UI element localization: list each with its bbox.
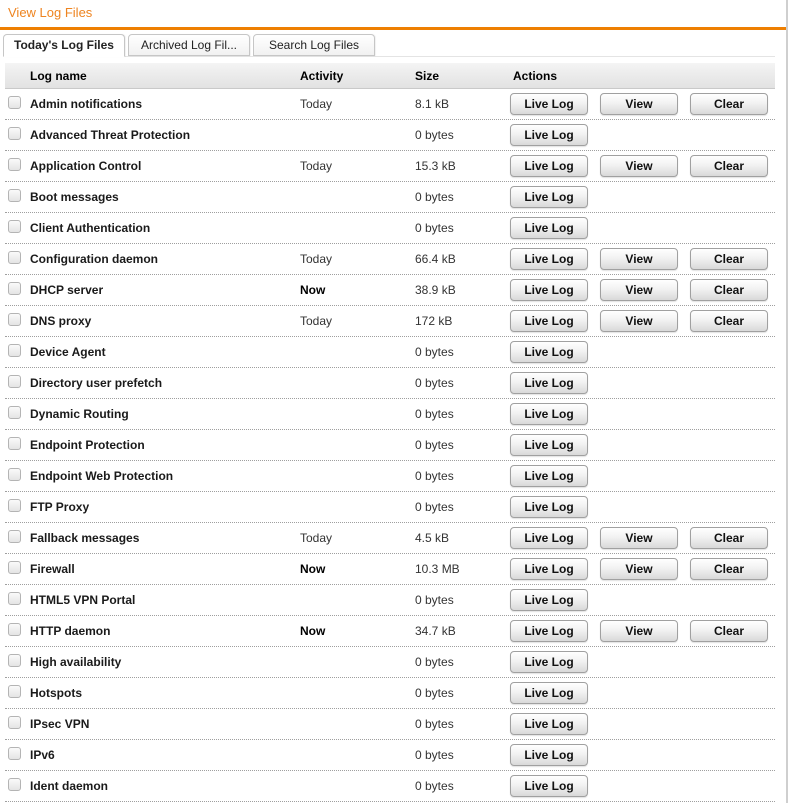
size-cell: 0 bytes (415, 438, 454, 452)
checkbox-cell (5, 623, 30, 639)
actions-cell (510, 558, 780, 580)
live-log-button[interactable]: Live Log (510, 651, 588, 673)
log-files-tabstrip (3, 34, 775, 57)
row-checkbox[interactable] (8, 468, 21, 481)
view-button[interactable]: View (600, 527, 678, 549)
log-name: HTTP daemon (30, 624, 111, 638)
log-name: Directory user prefetch (30, 376, 163, 390)
actions-cell (510, 434, 775, 456)
checkbox-cell (5, 375, 30, 391)
checkbox-cell (5, 654, 30, 670)
header-activity: Activity (300, 68, 344, 83)
log-name: Hotspots (30, 686, 82, 700)
log-name: High availability (30, 655, 122, 669)
size-cell: 0 bytes (415, 469, 454, 483)
log-name: Configuration daemon (30, 252, 158, 266)
tab-todays-log-files[interactable]: Today's Log Files (3, 34, 125, 57)
view-button[interactable]: View (600, 155, 678, 177)
checkbox-cell (5, 499, 30, 515)
row-checkbox[interactable] (8, 592, 21, 605)
table-row (5, 740, 775, 771)
activity-cell: Today (300, 314, 333, 328)
activity-cell: Today (300, 97, 333, 111)
live-log-button[interactable]: Live Log (510, 403, 588, 425)
size-cell: 0 bytes (415, 376, 454, 390)
size-cell: 10.3 MB (415, 562, 460, 576)
size-cell: 0 bytes (415, 717, 454, 731)
live-log-button[interactable]: Live Log (510, 496, 588, 518)
size-cell: 38.9 kB (415, 283, 456, 297)
row-checkbox[interactable] (8, 375, 21, 388)
table-row (5, 771, 775, 802)
table-row (5, 306, 775, 337)
view-button[interactable]: View (600, 279, 678, 301)
log-name: IPv6 (30, 748, 55, 762)
table-row (5, 399, 775, 430)
activity-cell: Now (300, 283, 326, 297)
live-log-button[interactable]: Live Log (510, 558, 588, 580)
table-row (5, 647, 775, 678)
table-row (5, 89, 775, 120)
row-checkbox[interactable] (8, 654, 21, 667)
row-checkbox[interactable] (8, 530, 21, 543)
log-name: HTML5 VPN Portal (30, 593, 136, 607)
checkbox-cell (5, 716, 30, 732)
table-row (5, 213, 775, 244)
actions-cell (510, 155, 780, 177)
checkbox-cell (5, 220, 30, 236)
actions-cell (510, 217, 775, 239)
actions-cell (510, 124, 775, 146)
table-body (5, 89, 775, 802)
clear-button[interactable]: Clear (690, 310, 768, 332)
row-checkbox[interactable] (8, 716, 21, 729)
view-button[interactable]: View (600, 93, 678, 115)
row-checkbox[interactable] (8, 127, 21, 140)
checkbox-cell (5, 96, 30, 112)
live-log-button[interactable]: Live Log (510, 589, 588, 611)
checkbox-cell (5, 561, 30, 577)
log-name: DHCP server (30, 283, 104, 297)
live-log-button[interactable]: Live Log (510, 527, 588, 549)
table-row (5, 151, 775, 182)
clear-button[interactable]: Clear (690, 248, 768, 270)
activity-cell: Today (300, 531, 333, 545)
clear-button[interactable]: Clear (690, 155, 768, 177)
row-checkbox[interactable] (8, 158, 21, 171)
live-log-button[interactable]: Live Log (510, 465, 588, 487)
live-log-button[interactable]: Live Log (510, 217, 588, 239)
header-log-name: Log name (30, 68, 87, 83)
table-row (5, 337, 775, 368)
row-checkbox[interactable] (8, 220, 21, 233)
live-log-button[interactable]: Live Log (510, 744, 588, 766)
row-checkbox[interactable] (8, 189, 21, 202)
activity-cell: Now (300, 624, 326, 638)
row-checkbox[interactable] (8, 623, 21, 636)
row-checkbox[interactable] (8, 344, 21, 357)
checkbox-cell (5, 747, 30, 763)
view-button[interactable]: View (600, 620, 678, 642)
live-log-button[interactable]: Live Log (510, 341, 588, 363)
actions-cell (510, 620, 780, 642)
actions-cell (510, 248, 780, 270)
log-name: Application Control (30, 159, 142, 173)
clear-button[interactable]: Clear (690, 527, 768, 549)
tab-archived-log-files[interactable]: Archived Log Fil... (128, 34, 250, 56)
checkbox-cell (5, 685, 30, 701)
row-checkbox[interactable] (8, 561, 21, 574)
live-log-button[interactable]: Live Log (510, 434, 588, 456)
table-row (5, 492, 775, 523)
live-log-button[interactable]: Live Log (510, 248, 588, 270)
checkbox-cell (5, 313, 30, 329)
checkbox-cell (5, 530, 30, 546)
view-button[interactable]: View (600, 558, 678, 580)
row-checkbox[interactable] (8, 747, 21, 760)
table-row (5, 585, 775, 616)
page-title: View Log Files (8, 5, 93, 20)
table-row (5, 182, 775, 213)
right-edge-divider (786, 0, 788, 803)
table-row (5, 430, 775, 461)
actions-cell (510, 93, 780, 115)
log-name: Dynamic Routing (30, 407, 129, 421)
log-name: FTP Proxy (30, 500, 90, 514)
table-row (5, 368, 775, 399)
row-checkbox[interactable] (8, 778, 21, 791)
table-header-row (5, 63, 775, 89)
actions-cell (510, 372, 775, 394)
row-checkbox[interactable] (8, 96, 21, 109)
live-log-button[interactable]: Live Log (510, 186, 588, 208)
size-cell: 34.7 kB (415, 624, 456, 638)
actions-cell (510, 465, 775, 487)
tab-search-log-files[interactable]: Search Log Files (253, 34, 375, 56)
clear-button[interactable]: Clear (690, 558, 768, 580)
size-cell: 0 bytes (415, 407, 454, 421)
log-name: Firewall (30, 562, 75, 576)
actions-cell (510, 403, 775, 425)
table-row (5, 678, 775, 709)
actions-cell (510, 775, 775, 797)
header-actions: Actions (513, 68, 558, 83)
checkbox-cell (5, 158, 30, 174)
activity-cell: Today (300, 252, 333, 266)
log-files-table (5, 63, 775, 802)
live-log-button[interactable]: Live Log (510, 775, 588, 797)
actions-cell (510, 186, 775, 208)
log-name: Device Agent (30, 345, 106, 359)
size-cell: 0 bytes (415, 500, 454, 514)
table-row (5, 709, 775, 740)
activity-cell: Now (300, 562, 326, 576)
live-log-button[interactable]: Live Log (510, 155, 588, 177)
view-button[interactable]: View (600, 310, 678, 332)
row-checkbox[interactable] (8, 251, 21, 264)
row-checkbox[interactable] (8, 499, 21, 512)
log-name: IPsec VPN (30, 717, 90, 731)
table-row (5, 244, 775, 275)
size-cell: 66.4 kB (415, 252, 456, 266)
live-log-button[interactable]: Live Log (510, 620, 588, 642)
actions-cell (510, 341, 775, 363)
live-log-button[interactable]: Live Log (510, 124, 588, 146)
actions-cell (510, 527, 780, 549)
size-cell: 4.5 kB (415, 531, 450, 545)
actions-cell (510, 744, 775, 766)
size-cell: 172 kB (415, 314, 453, 328)
size-cell: 0 bytes (415, 686, 454, 700)
size-cell: 0 bytes (415, 748, 454, 762)
clear-button[interactable]: Clear (690, 620, 768, 642)
checkbox-cell (5, 592, 30, 608)
table-row (5, 616, 775, 647)
title-underline (0, 27, 786, 30)
checkbox-cell (5, 127, 30, 143)
size-cell: 8.1 kB (415, 97, 450, 111)
actions-cell (510, 496, 775, 518)
table-row (5, 461, 775, 492)
log-name: Endpoint Protection (30, 438, 145, 452)
checkbox-cell (5, 406, 30, 422)
live-log-button[interactable]: Live Log (510, 310, 588, 332)
activity-cell: Today (300, 159, 333, 173)
row-checkbox[interactable] (8, 437, 21, 450)
size-cell: 0 bytes (415, 345, 454, 359)
checkbox-cell (5, 251, 30, 267)
checkbox-cell (5, 282, 30, 298)
actions-cell (510, 651, 775, 673)
log-name: Endpoint Web Protection (30, 469, 174, 483)
actions-cell (510, 310, 780, 332)
table-row (5, 523, 775, 554)
actions-cell (510, 279, 780, 301)
size-cell: 0 bytes (415, 779, 454, 793)
checkbox-cell (5, 189, 30, 205)
row-checkbox[interactable] (8, 313, 21, 326)
actions-cell (510, 589, 775, 611)
checkbox-cell (5, 437, 30, 453)
view-button[interactable]: View (600, 248, 678, 270)
size-cell: 0 bytes (415, 128, 454, 142)
log-name: DNS proxy (30, 314, 92, 328)
size-cell: 0 bytes (415, 593, 454, 607)
checkbox-cell (5, 778, 30, 794)
clear-button[interactable]: Clear (690, 279, 768, 301)
log-name: Fallback messages (30, 531, 140, 545)
size-cell: 15.3 kB (415, 159, 456, 173)
log-name: Ident daemon (30, 779, 109, 793)
log-name: Admin notifications (30, 97, 142, 111)
log-name: Boot messages (30, 190, 119, 204)
table-row (5, 120, 775, 151)
actions-cell (510, 682, 775, 704)
live-log-button[interactable]: Live Log (510, 713, 588, 735)
size-cell: 0 bytes (415, 221, 454, 235)
size-cell: 0 bytes (415, 190, 454, 204)
live-log-button[interactable]: Live Log (510, 682, 588, 704)
live-log-button[interactable]: Live Log (510, 372, 588, 394)
checkbox-cell (5, 468, 30, 484)
row-checkbox[interactable] (8, 282, 21, 295)
table-row (5, 554, 775, 585)
row-checkbox[interactable] (8, 685, 21, 698)
checkbox-cell (5, 344, 30, 360)
header-size: Size (415, 68, 440, 83)
clear-button[interactable]: Clear (690, 93, 768, 115)
row-checkbox[interactable] (8, 406, 21, 419)
size-cell: 0 bytes (415, 655, 454, 669)
log-name: Client Authentication (30, 221, 151, 235)
actions-cell (510, 713, 775, 735)
log-name: Advanced Threat Protection (30, 128, 191, 142)
live-log-button[interactable]: Live Log (510, 93, 588, 115)
table-row (5, 275, 775, 306)
live-log-button[interactable]: Live Log (510, 279, 588, 301)
